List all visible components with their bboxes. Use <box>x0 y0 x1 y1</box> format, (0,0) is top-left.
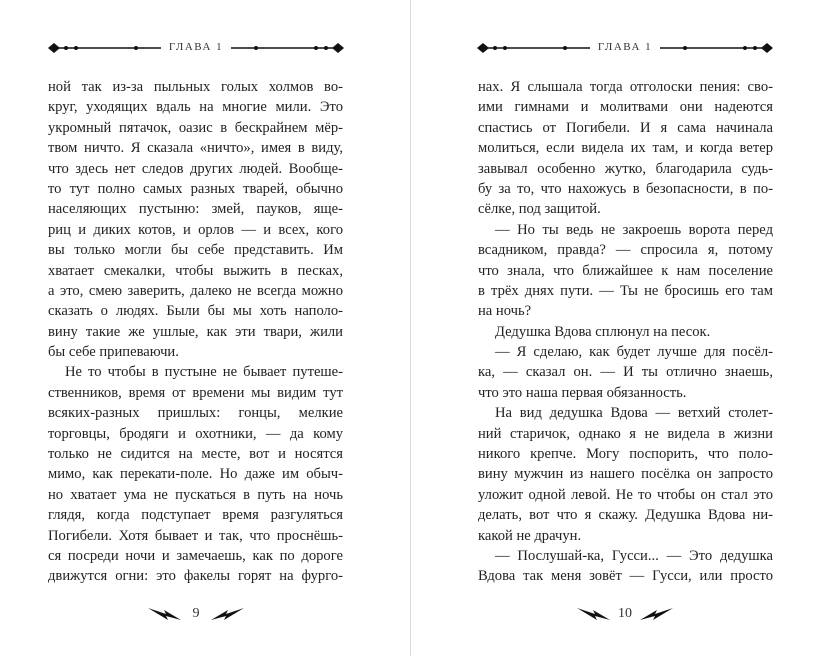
text-line: ной так из-за пыльных голых холмов во- <box>48 79 343 95</box>
text-line: ся посреди ночи и замечаешь, как по дороге <box>48 547 343 564</box>
text-line: завывал особенно жутко, благодарила судь- <box>478 160 773 177</box>
text-line: что это наша первая обязанность. <box>478 384 687 401</box>
text-line: на ночь? <box>478 303 532 320</box>
text-line: вину такие же ушлые, как эти твари, жили <box>48 323 343 340</box>
text-line: ний старичок, однако я не видела в жизни <box>478 425 773 442</box>
text-line: сказать о людях. Были бы мы хоть наполо- <box>48 303 343 320</box>
text-line: На вид дедушка Вдова — ветхий столет- <box>495 405 773 422</box>
text-line: населяющих пустыню: змей, пауков, яще- <box>48 201 343 218</box>
text-line: всадником, правда? — спросила я, потому <box>478 242 773 259</box>
text-line: сёлке, под защитой. <box>478 201 601 218</box>
text-line: какой не драчун. <box>478 527 582 544</box>
text-line: глядя, когда подступает время разгуляться <box>48 507 343 524</box>
text-line: твом ничто. Я сказала «ничто», имея в виду, <box>48 140 343 157</box>
page-text <box>478 77 773 587</box>
text-line: мимо, как перекати-поле. Но даже им обыч- <box>48 466 343 483</box>
text-line: — Я сделаю, как будет лучше для посёл- <box>495 344 773 361</box>
text-line: спастись от Погибели. И я сама начинала <box>478 119 773 136</box>
text-line: укромный пятачок, оазис в бескрайнем мёр- <box>48 119 343 136</box>
text-line: делать, вот что я скажу. Дедушка Вдова ни- <box>478 507 773 524</box>
text-line: риц и диких котов, и орлов — и всех, кого <box>48 221 343 238</box>
text-line: движутся огни: это факелы горят на фурго- <box>48 568 343 585</box>
text-line: молиться, если видела их там, и когда ветер <box>478 140 773 157</box>
text-line: Дедушка Вдова сплюнул на песок. <box>495 323 711 340</box>
page-footer <box>565 603 685 627</box>
text-line: торговцы, бродяги и охотники, — да кому <box>48 425 343 442</box>
text-line: Не то чтобы в пустыне не бывает путеше- <box>65 364 343 381</box>
text-line: ственников, время от времени мы видим тут <box>48 384 343 401</box>
page-number: 9 <box>192 606 200 621</box>
text-line: в трёх днях пути. — Ты не бросишь его там <box>478 282 773 299</box>
text-line: вы только могли бы себе представить. Им <box>48 242 343 259</box>
running-header <box>48 40 344 56</box>
text-line: никого крепче. Могу поспорить, что поло- <box>478 446 773 463</box>
text-line: — Но ты ведь не закроешь ворота перед <box>495 221 773 238</box>
text-line: всяких-разных пришлых: гонцы, мелкие <box>48 405 343 422</box>
text-line: бу за то, что нахожусь в безопасности, в по- <box>478 180 773 197</box>
text-line: что знала, что ближайшее к нам поселение <box>478 262 773 279</box>
text-line: то тут полно самых разных тварей, обычно <box>48 180 343 197</box>
text-line: Вдова так меня зовёт — Гусси, или просто <box>478 568 773 585</box>
page-footer <box>136 603 256 627</box>
text-line: уложит одной левой. Не то чтобы он стал это <box>478 486 773 503</box>
text-line: что здесь нет следов других людей. Вообще- <box>48 160 343 177</box>
text-line: хватает смекалки, чтобы выжить в песках, <box>48 262 343 279</box>
text-line: — Послушай-ка, Гусси... — Это дедушка <box>495 547 773 564</box>
text-line: бы себе припеваючи. <box>48 344 179 361</box>
text-line: ка, — сказал он. — И ты отлично знаешь, <box>478 364 773 381</box>
text-line: Погибели. Хотя бывает и так, что проснёшь- <box>48 527 343 544</box>
text-line: вину мужчин из нашего посёлка он запросто <box>478 466 773 483</box>
text-line: а это, смею заверить, далеко не всегда можно <box>48 282 343 299</box>
running-header <box>477 40 773 56</box>
text-line: только не сидится на месте, вот и носятся <box>48 446 343 463</box>
text-line: нах. Я слышала тогда отголоски пения: сво- <box>478 79 773 95</box>
chapter-title: ГЛАВА 1 <box>590 41 660 53</box>
chapter-title: ГЛАВА 1 <box>161 41 231 53</box>
text-line: но хватает ума не пускаться в путь на ночь <box>48 486 343 503</box>
page-text <box>48 77 343 587</box>
text-line: ими гимнами и молитвами они надеются <box>478 99 773 116</box>
page-number: 10 <box>618 606 632 621</box>
text-line: круг, уходящих вдаль на многие мили. Это <box>48 99 343 116</box>
right-page <box>410 0 820 656</box>
